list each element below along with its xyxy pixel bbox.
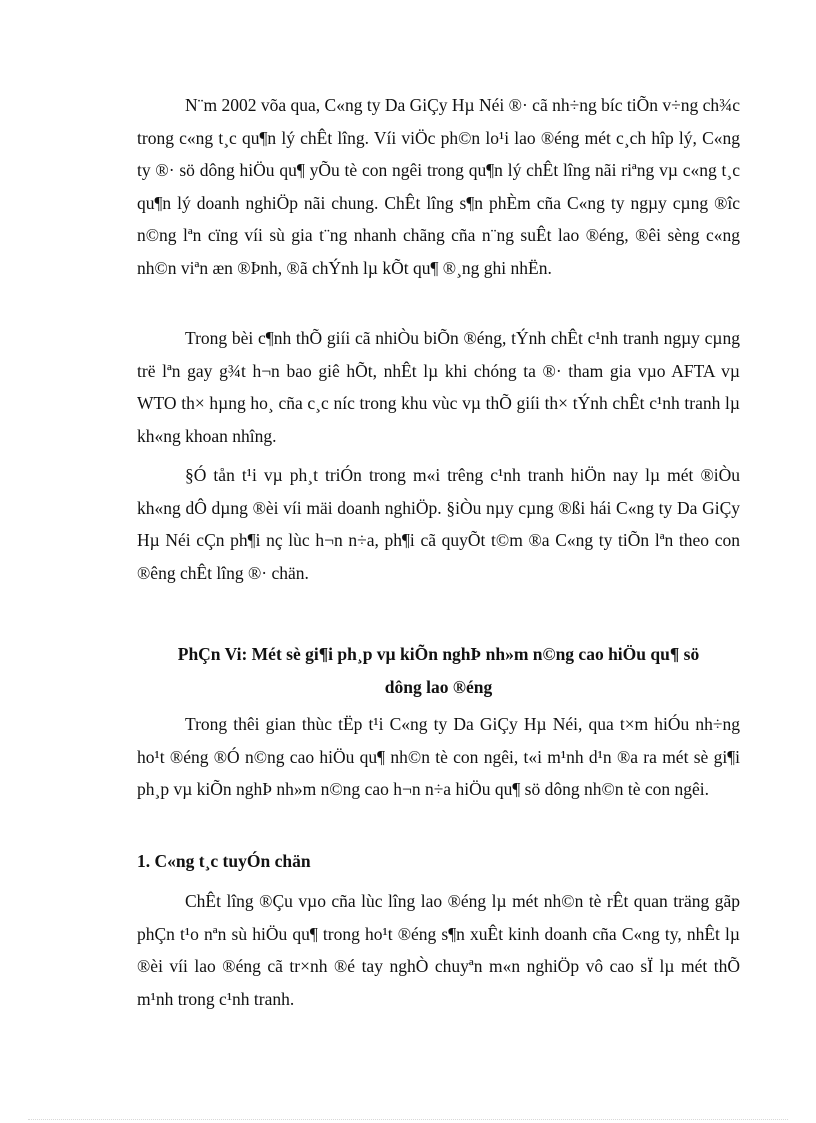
part-heading-line-2: dông lao ®éng <box>384 677 493 697</box>
footer-dotted-rule <box>28 1119 788 1120</box>
paragraph-internship-intro: Trong thêi gian thùc tËp t¹i C«ng ty Da GiÇy Hµ Néi, qua t×m hiÓu nh÷ng ho¹t ®éng ®Ó n©ng cao hiÖu qu¶ nh©n tè con ngêi, t«i m¹nh d¹n ®a ra mét sè gi¶i ph¸p vµ kiÕn nghÞ nh»m n©ng cao h¬n n÷a hiÖu qu¶ sö dông nh©n tè con ngêi. <box>137 714 740 800</box>
paragraph-survival-development: §Ó tån t¹i vµ ph¸t triÓn trong m«i trêng c¹nh tranh hiÖn nay lµ mét ®iÒu kh«ng dÔ dµng ®èi víi mäi doanh nghiÖp. §iÒu nµy cµng ®ßi hái C«ng ty Da GiÇy Hµ Néi cÇn ph¶i nç lùc h¬n n÷a, ph¶i cã quyÕt t©m ®a C«ng ty tiÕn lªn theo con ®êng chÊt lîng ®· chän. <box>137 465 740 583</box>
section-heading-recruitment: 1. C«ng t¸c tuyÓn chän <box>137 851 311 871</box>
paragraph-competition-context: Trong bèi c¶nh thÕ giíi cã nhiÒu biÕn ®éng, tÝnh chÊt c¹nh tranh ngµy cµng trë lªn gay g¾t h¬n bao giê hÕt, nhÊt lµ khi chóng ta ®· tham gia vµo AFTA vµ WTO th× hµng ho¸ cña c¸c níc trong khu vùc vµ thÕ giíi th× tÝnh chÊt c¹nh tranh lµ kh«ng khoan nhîng. <box>137 328 740 446</box>
part-heading-line-1: PhÇn Vi: Mét sè gi¶i ph¸p vµ kiÕn nghÞ nh»m n©ng cao hiÖu qu¶ sö <box>177 644 700 664</box>
paragraph-achievements-2002: N¨m 2002 võa qua, C«ng ty Da GiÇy Hµ Néi ®· cã nh÷ng bíc tiÕn v÷ng ch¾c trong c«ng t¸c qu¶n lý chÊt lîng. Víi viÖc ph©n lo¹i lao ®éng mét c¸ch hîp lý, C«ng ty ®· sö dông hiÖu qu¶ yÕu tè con ngêi trong qu¶n lý chÊt lîng nãi riªng vµ c«ng t¸c qu¶n lý doanh nghiÖp nãi chung. ChÊt lîng s¶n phÈm cña C«ng ty ngµy cµng ®îc n©ng lªn cïng víi sù gia t¨ng nhanh chãng cña n¨ng suÊt lao ®éng, ®êi sèng c«ng nh©n viªn æn ®Þnh, ®ã chÝnh lµ kÕt qu¶ ®¸ng ghi nhËn. <box>137 95 740 278</box>
paragraph-labor-quality: ChÊt lîng ®Çu vµo cña lùc lîng lao ®éng lµ mét nh©n tè rÊt quan träng gãp phÇn t¹o nªn sù hiÖu qu¶ trong ho¹t ®éng s¶n xuÊt kinh doanh cña C«ng ty, nhÊt lµ ®èi víi lao ®éng cã tr×nh ®é tay nghÒ chuyªn m«n nghiÖp vô cao sÏ lµ mét thÕ m¹nh trong c¹nh tranh. <box>137 891 740 1009</box>
